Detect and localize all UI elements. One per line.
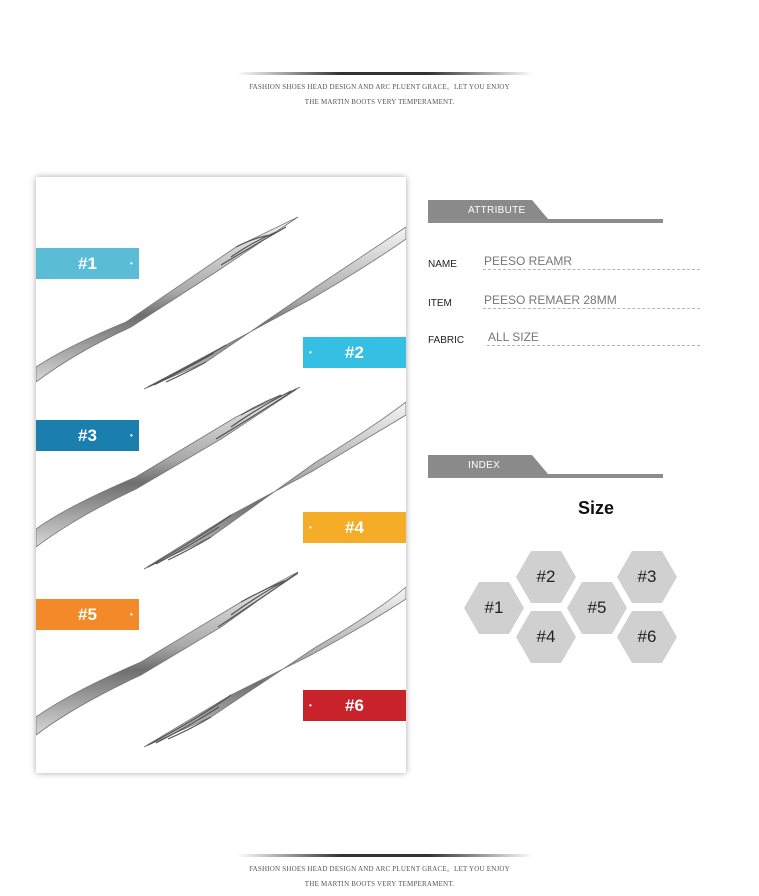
attribute-heading-shape bbox=[428, 200, 664, 224]
tag-3-dot: • bbox=[130, 431, 133, 440]
tag-5 bbox=[36, 599, 139, 630]
instrument-1 bbox=[36, 217, 298, 382]
attr-row-fabric bbox=[428, 324, 700, 346]
header-text-line1: FASHION SHOES HEAD DESIGN AND ARC PLUENT GRACE。LET YOU ENJOY bbox=[249, 83, 510, 91]
footer-banner bbox=[0, 854, 759, 894]
hex-4-label: #4 bbox=[536, 627, 556, 646]
index-heading-label: INDEX bbox=[468, 460, 501, 471]
instrument-4 bbox=[144, 402, 406, 569]
attr-key-fabric: FABRIC bbox=[428, 335, 465, 346]
tag-1-label: #1 bbox=[78, 254, 97, 273]
instrument-6 bbox=[144, 587, 406, 747]
hex-6-label: #6 bbox=[637, 627, 657, 646]
tag-3 bbox=[36, 420, 139, 451]
hex-1 bbox=[464, 582, 524, 634]
attr-key-item: ITEM bbox=[428, 298, 452, 309]
instrument-3 bbox=[36, 387, 300, 547]
index-heading bbox=[428, 455, 664, 479]
tag-1-dot: • bbox=[130, 259, 133, 268]
attr-row-item bbox=[428, 287, 700, 309]
tag-5-label: #5 bbox=[78, 605, 97, 624]
attribute-heading bbox=[428, 200, 664, 224]
tag-1 bbox=[36, 248, 139, 279]
index-heading-shape bbox=[428, 455, 664, 479]
tag-4-dot: • bbox=[309, 523, 312, 532]
footer-text-line2: THE MARTIN BOOTS VERY TEMPERAMENT. bbox=[304, 880, 455, 888]
hex-1-label: #1 bbox=[484, 598, 504, 617]
attr-key-name: NAME bbox=[428, 259, 457, 270]
footer-text-line1: FASHION SHOES HEAD DESIGN AND ARC PLUENT GRACE。LET YOU ENJOY bbox=[249, 865, 510, 873]
tag-6-label: #6 bbox=[345, 696, 364, 715]
header-banner bbox=[0, 72, 759, 112]
instrument-5 bbox=[36, 572, 298, 735]
tag-2-dot: • bbox=[309, 348, 312, 357]
tag-4 bbox=[303, 512, 406, 543]
tag-3-label: #3 bbox=[78, 426, 97, 445]
attr-value-item: PEESO REMAER 28MM bbox=[483, 293, 700, 309]
size-title: Size bbox=[577, 498, 615, 518]
hex-5-label: #5 bbox=[587, 598, 607, 617]
tag-6 bbox=[303, 690, 406, 721]
tag-2-label: #2 bbox=[345, 343, 364, 362]
hex-3-label: #3 bbox=[637, 567, 657, 586]
attribute-heading-label: ATTRIBUTE bbox=[468, 205, 526, 216]
footer-rule bbox=[237, 854, 533, 857]
tag-2 bbox=[303, 337, 406, 368]
hex-6 bbox=[617, 611, 677, 663]
hex-2-label: #2 bbox=[536, 567, 556, 586]
attr-value-fabric: ALL SIZE bbox=[487, 330, 700, 346]
tag-5-dot: • bbox=[130, 610, 133, 619]
header-rule bbox=[237, 72, 533, 75]
header-text-line2: THE MARTIN BOOTS VERY TEMPERAMENT. bbox=[304, 98, 455, 106]
attr-row-name bbox=[428, 248, 700, 270]
attr-value-name: PEESO REAMR bbox=[483, 254, 700, 270]
tag-6-dot: • bbox=[309, 701, 312, 710]
product-photo bbox=[36, 177, 406, 773]
tag-4-label: #4 bbox=[345, 518, 364, 537]
